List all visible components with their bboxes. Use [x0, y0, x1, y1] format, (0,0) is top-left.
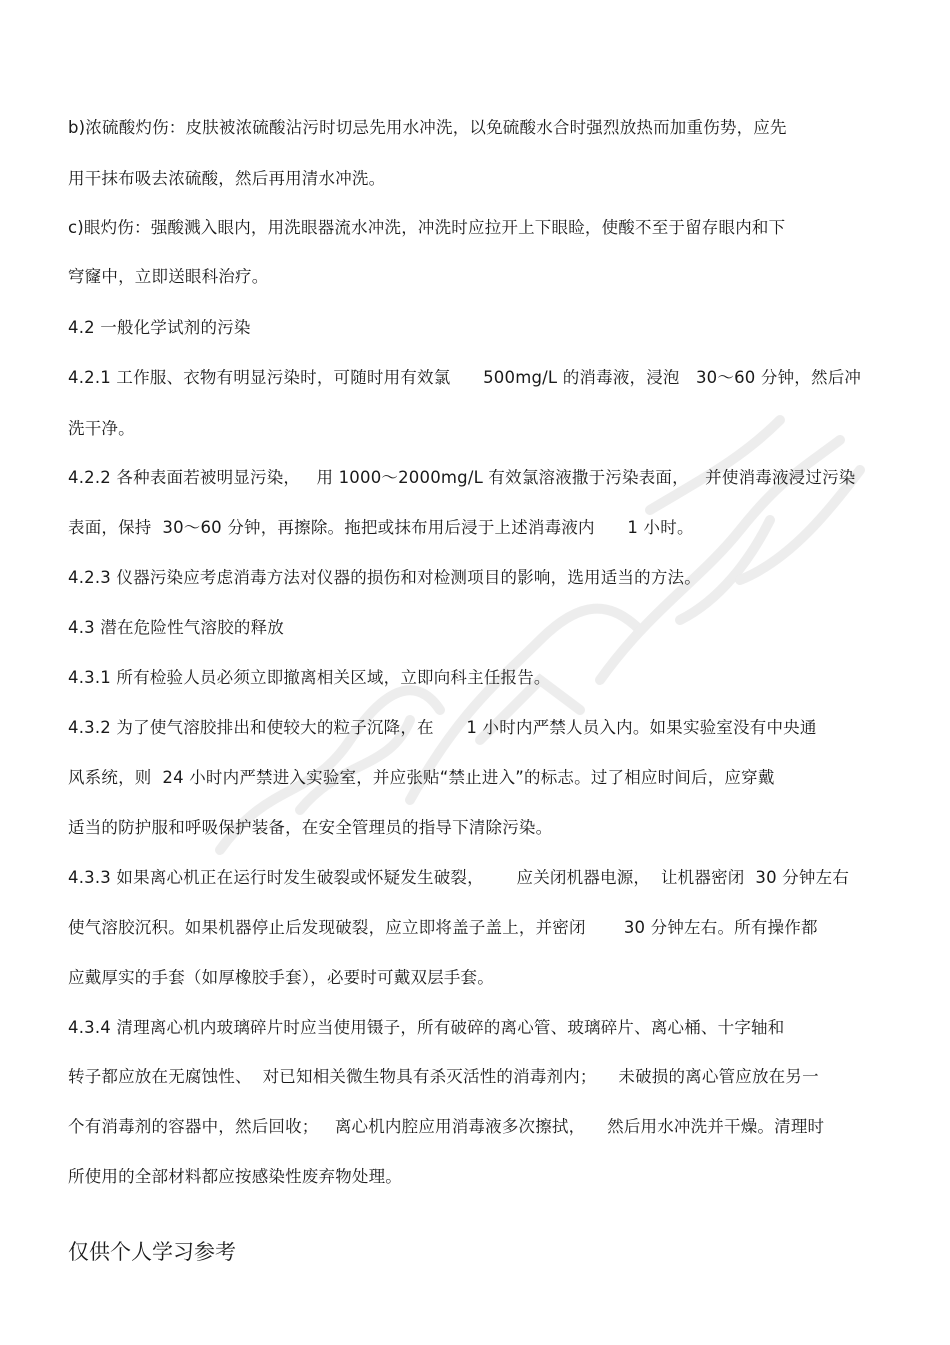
paragraph-line: 表面，保持 30～60 分钟，再擦除。拖把或抹布用后浸于上述消毒液内 1 小时。: [68, 518, 694, 537]
paragraph-line: 所使用的全部材料都应按感染性废弃物处理。: [68, 1167, 402, 1186]
paragraph-line: 风系统，则 24 小时内严禁进入实验室，并应张贴“禁止进入”的标志。过了相应时间后，应穿戴: [68, 768, 775, 787]
paragraph-line: 4.3.3 如果离心机正在运行时发生破裂或怀疑发生破裂， 应关闭机器电源， 让机器密闭 30 分钟左右: [68, 868, 850, 887]
paragraph-line: 4.3.1 所有检验人员必须立即撤离相关区域，立即向科主任报告。: [68, 668, 551, 687]
paragraph-line: 转子都应放在无腐蚀性、 对已知相关微生物具有杀灭活性的消毒剂内； 未破损的离心管应放在另一: [68, 1067, 819, 1086]
paragraph-line: 使气溶胶沉积。如果机器停止后发现破裂，应立即将盖子盖上，并密闭 30 分钟左右。所有操作都: [68, 918, 818, 937]
paragraph-line: 4.3.4 清理离心机内玻璃碎片时应当使用镊子，所有破碎的离心管、玻璃碎片、离心桶、十字轴和: [68, 1018, 785, 1037]
paragraph-line: b)浓硫酸灼伤：皮肤被浓硫酸沾污时切忌先用水冲洗，以免硫酸水合时强烈放热而加重伤势，应先: [68, 118, 787, 137]
paragraph-line: 个有消毒剂的容器中，然后回收； 离心机内腔应用消毒液多次擦拭， 然后用水冲洗并干燥。清理时: [68, 1117, 825, 1136]
section-heading: 4.3 潜在危险性气溶胶的释放: [68, 618, 284, 637]
paragraph-line: 穹窿中，立即送眼科治疗。: [68, 267, 269, 286]
paragraph-line: c)眼灼伤：强酸溅入眼内，用洗眼器流水冲洗，冲洗时应拉开上下眼睑，使酸不至于留存眼内和下: [68, 218, 786, 237]
paragraph-line: 用干抹布吸去浓硫酸，然后再用清水冲洗。: [68, 169, 386, 188]
paragraph-line: 洗干净。: [68, 419, 135, 438]
paragraph-line: 应戴厚实的手套（如厚橡胶手套），必要时可戴双层手套。: [68, 968, 494, 987]
section-heading: 4.2 一般化学试剂的污染: [68, 318, 251, 337]
paragraph-line: 4.2.1 工作服、衣物有明显污染时，可随时用有效氯 500mg/L 的消毒液，浸泡 30～60 分钟，然后冲: [68, 368, 862, 387]
paragraph-line: 4.3.2 为了使气溶胶排出和使较大的粒子沉降，在 1 小时内严禁人员入内。如果实验室没有中央通: [68, 718, 817, 737]
paragraph-line: 4.2.2 各种表面若被明显污染， 用 1000～2000mg/L 有效氯溶液撒于污染表面， 并使消毒液浸过污染: [68, 468, 856, 487]
paragraph-line: 4.2.3 仪器污染应考虑消毒方法对仪器的损伤和对检测项目的影响，选用适当的方法。: [68, 568, 701, 587]
paragraph-line: 适当的防护服和呼吸保护装备，在安全管理员的指导下清除污染。: [68, 818, 553, 837]
footer-note: 仅供个人学习参考: [68, 1240, 236, 1264]
